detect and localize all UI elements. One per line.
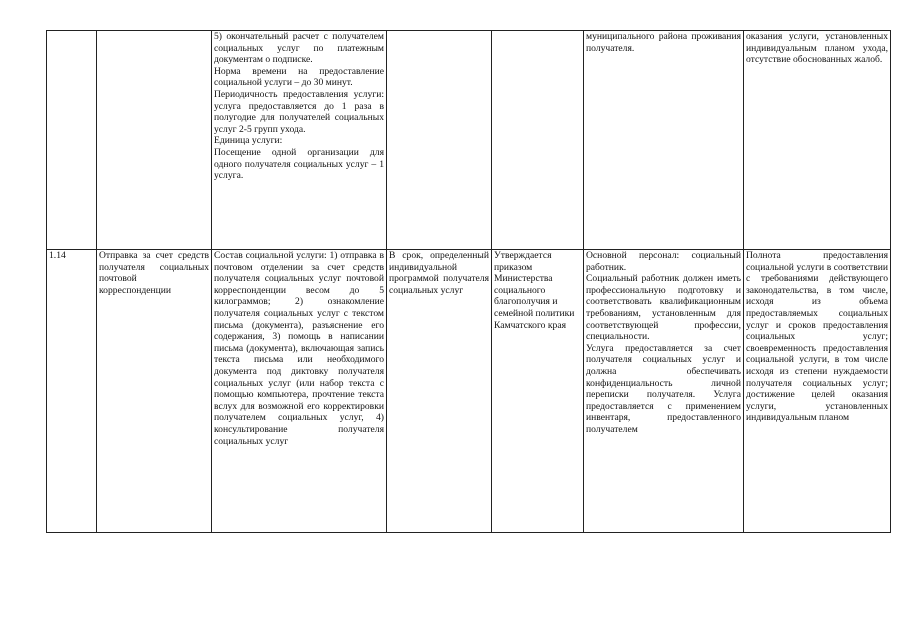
row-number-cell — [47, 31, 97, 250]
tariff-cell: Утверждается приказом Министерства социального благополучия и семейной политики Камчатского края — [492, 250, 584, 533]
service-term-cell: В срок, определенный индивидуальной программой получателя социальных услуг — [387, 250, 492, 533]
quality-indicators-cell: Полнота предоставления социальной услуги в соответствии с требованиями действующего законодательства, в том числе, исходя из объема предоставляемых социальных услуг и сроков предоставления социальных услуг; своевременность предоставления социальной услуги, в том числе исходя из степени нуждаемости получателя социальных услуг; достижение целей оказания услуги, установленных индивидуальным планом — [744, 250, 891, 533]
row-number-cell: 1.14 — [47, 250, 97, 533]
table-row — [47, 250, 891, 533]
conditions-cell: муниципального района проживания получателя. — [584, 31, 744, 250]
table-row — [47, 31, 891, 250]
tariff-cell — [492, 31, 584, 250]
service-content-cell: Состав социальной услуги: 1) отправка в почтовом отделении за счет средств получателя социальных услуг почтовой корреспонденции весом до 5 килограммов; 2) ознакомление получателя социальных услуг с текстом письма (документа), разъяснение его содержания, 3) помощь в написании письма (документа), включающая запись текста письма или необходимого документа под диктовку получателя социальных услуг (или набор текста с помощью компьютера, прочтение текста вслух для возможной его корректировки получателем социальных услуг, 4) консультирование получателя социальных услуг — [212, 250, 387, 533]
service-content-cell: 5) окончательный расчет с получателем социальных услуг по платежным документам о подписке. Норма времени на предоставление социальной услуги – до 30 минут. Периодичность предоставления услуги: услуга предоставляется до 1 раза в полугодие для получателей социальных услуг 2-5 групп ухода. Единица услуги: Посещение одной организации для одного получателя социальных услуг – 1 услуга. — [212, 31, 387, 250]
service-name-cell — [97, 31, 212, 250]
quality-indicators-cell: оказания услуги, установленных индивидуальным планом ухода, отсутствие обоснованных жалоб. — [744, 31, 891, 250]
service-name-cell: Отправка за счет средств получателя социальных почтовой корреспонденции — [97, 250, 212, 533]
service-term-cell — [387, 31, 492, 250]
conditions-cell: Основной персонал: социальный работник. Социальный работник должен иметь профессиональную подготовку и соответствовать квалификационным требованиям, установленным для соответствующей профессии, специальности. Услуга предоставляется за счет получателя социальных услуг и должна обеспечивать конфиденциальность личной переписки получателя. Услуга предоставляется с применением инвентаря, предоставленного получателем — [584, 250, 744, 533]
services-table — [46, 30, 891, 533]
